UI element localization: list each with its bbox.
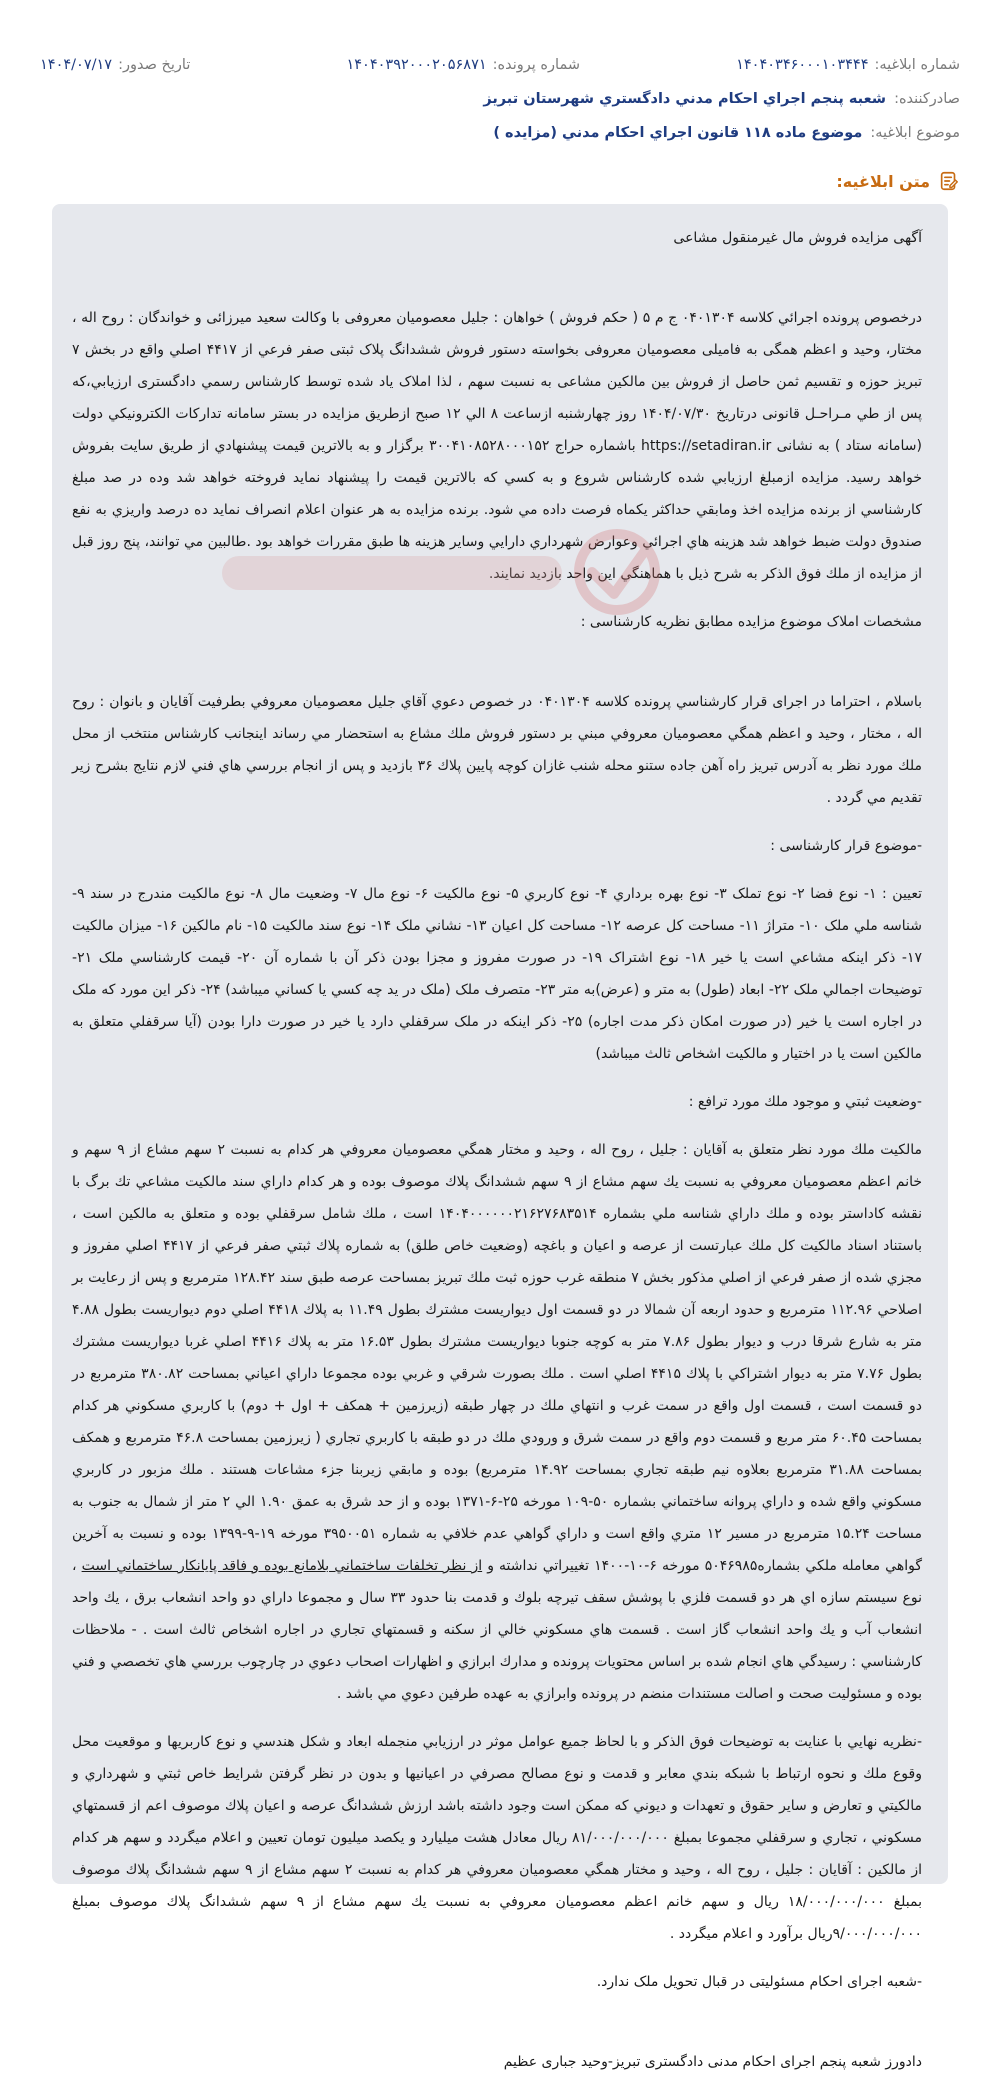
property-status-heading: -وضعیت ثبتي و موجود ملك مورد ترافع : [688, 1094, 922, 1110]
property-status-text-2: ، نوع سيستم سازه اي هر دو قسمت فلزي با پوشش سقف تيرچه بلوك و قدمت بنا حدود ۳۳ سال و مجموعا داراي دو واحد انشعاب برق ، يك واحد انشعاب آب و يك واحد انشعاب گاز است . قسمت هاي مسكوني خالي از سكنه و قسمتهاي تجاري در اجاره اشخاص ثالث است . - ملاحظات كارشناسي : رسيدگي هاي انجام شده بر اساس محتويات پرونده و مدارك ابرازي و اظهارات اصحاب دعوي در چارچوب بررسي هاي تخصصي و فني بوده و مسئوليت صحت و اصالت مستندات منضم در پرونده وابرازي به عهده طرفين دعوي مي باشد . [72, 1558, 922, 1702]
notice-body-panel [52, 204, 948, 2070]
meta-row-numbers [40, 48, 960, 82]
property-status-text-1: مالكيت ملك مورد نظر متعلق به آقايان : جليل ، روح اله ، وحيد و مختار همگي معصوميان معروفي هر كدام به نسبت ۲ سهم مشاع از ۹ سهم و خانم اعظم معصوميان معروفي به نسبت يك سهم مشاع از ۹ سهم ششدانگ پلاك موصوف بوده و هر كدام داراي سند مالكيت مشاعي تك برگ با نقشه كاداستر بوده و ملك داراي شناسه ملي بشماره ۱۴۰۴۰۰۰۰۰۰۲۱۶۲۷۶۸۳۵۱۴ است ، ملك شامل سرقفلي بوده و متعلق به مالكين است ، باستناد اسناد مالكيت كل ملك عبارتست از عرصه و اعيان و باغچه (وضعيت خاص طلق) به شماره پلاك ثبتي صفر فرعي از ۴۴۱۷ اصلي مفروز و مجزي شده از صفر فرعي از اصلي مذكور بخش ۷ منطقه غرب حوزه ثبت ملك تبريز بمساحت عرصه طبق سند ۱۲۸.۴۲ مترمربع و پس از رعايت بر اصلاحي ۱۱۲.۹۶ مترمربع و حدود اربعه آن شمالا در دو قسمت اول ديواريست مشترك بطول ۱۱.۴۹ به پلاك ۴۴۱۸ اصلي دوم ديواريست بطول ۴.۸۸ متر به شارع شرقا درب و ديوار بطول ۷.۸۶ متر به كوچه جنوبا ديواريست مشترك بطول ۱۶.۵۳ متر به پلاك ۴۴۱۶ اصلي غربا ديواريست مشترك بطول ۷.۷۶ متر به ديوار اشتراكي با پلاك ۴۴۱۵ اصلي است . ملك بصورت شرقي و غربي بوده مجموعا داراي اعياني بمساحت ۳۸۰.۸۲ مترمربع در دو قسمت است ، قسمت اول واقع در سمت غرب و انتهاي ملك در چهار طبقه (زيرزمين + همكف + اول + دوم) با كاربري مسكوني هر كدام بمساحت ۶۰.۴۵ متر مربع و قسمت دوم واقع در سمت شرق و ورودي ملك در دو طبقه با كاربري تجاري ( زيرزمين بمساحت ۴۶.۸ مترمربع و همكف بمساحت ۳۱.۸۸ مترمربع بعلاوه نيم طبقه تجاري بمساحت ۱۴.۹۲ مترمربع) بوده و مابقي زيربنا جزء مشاعات هستند . ملك مزبور در كاربري مسكوني واقع شده و داراي پروانه ساختماني بشماره ۵۰-۱۰۹ مورخه ۲۵-۶-۱۳۷۱ بوده و از حد شرق به عمق ۱.۹۰ الي ۲ متر از شمال به جنوب به مساحت ۱۵.۲۴ مترمربع در مسير ۱۲ متري واقع است و داراي گواهي عدم خلافي به شماره ۳۹۵۰۰۵۱ مورخه ۱۹-۹-۱۳۹۹ بوده و نسبت به آخرين گواهي معامله ملكي بشماره۵۰۴۶۹۸۵ مورخه ۶-۱۰-۱۴۰۰ تغييراتي نداشته و [72, 1142, 923, 1574]
auction-title: آگهی مزایده فروش مال غیرمنقول مشاعی [673, 230, 922, 246]
notice-number-label: شماره ابلاغیه: [874, 57, 960, 73]
meta-row-subject [40, 116, 960, 150]
notice-number [736, 57, 960, 73]
notice-metadata [40, 48, 960, 150]
subject-label: موضوع ابلاغیه: [870, 125, 960, 141]
issue-date [40, 57, 190, 73]
issue-date-value: ۱۴۰۴/۰۷/۱۷ [40, 57, 113, 73]
notice-text-heading [836, 170, 960, 192]
subject-value: موضوع ماده ۱۱۸ قانون اجراي احكام مدني (مزايده ) [493, 125, 863, 141]
document-icon [938, 170, 960, 192]
meta-row-issuer [40, 82, 960, 116]
liability-note: -شعبه اجرای احکام مسئولیتی در قبال تحویل ملک ندارد. [596, 1974, 922, 1990]
expert-report-intro: باسلام ، احتراما در اجرای قرار کارشناسي پرونده کلاسه ۰۴۰۱۳۰۴ در خصوص دعوي آقاي جليل معصوميان معروفي بطرفيت آقايان و بانوان : روح اله ، مختار ، وحيد و اعظم همگي معصوميان معروفي مبني بر دستور فروش ملك مشاع به استحضار مي رساند اينجانب كارشناس منتخب از محل ملك مورد نظر به آدرس تبريز راه آهن جاده ستنو محله شنب غازان كوچه پايين پلاك ۳۶ بازديد و پس از انجام بررسي هاي فني لازم نتايج بشرح زير تقديم مي گردد . [72, 694, 922, 806]
specs-heading: مشخصات املاک موضوع مزایده مطابق نظریه کارشناسی : [580, 614, 922, 630]
issuer-value: شعبه پنجم اجراي احكام مدني دادگستري شهرستان تبريز [483, 91, 887, 107]
case-number-label: شماره پرونده: [492, 57, 580, 73]
final-valuation-paragraph: -نظريه نهايي با عنايت به توضيحات فوق الذكر و با لحاظ جميع عوامل موثر در ارزيابي منجمله ابعاد و شكل هندسي و نوع كاربريها و موقعيت محل وقوع ملك و نحوه ارتباط با شبكه بندي معابر و قدمت و نوع مصالح مصرفي در اعيانيها و بدون در نظر گرفتن شرايط خاص ثبتي و شهرداري و مالكيتي و تعارض و ساير حقوق و تعهدات و ديوني كه ممكن است وجود داشته باشد ارزش ششدانگ عرصه و اعيان پلاك موصوف اعم از قسمتهاي مسكوني ، تجاري و سرقفلي مجموعا بمبلغ ۸۱/۰۰۰/۰۰۰/۰۰۰ ريال معادل هشت ميليارد و يكصد ميليون تومان تعيين و اعلام ميگردد و سهم هر كدام از مالكين : آقايان : جليل ، روح اله ، وحيد و مختار همگي معصوميان معروفي هر كدام به نسبت ۲ سهم مشاع از ۹ سهم ششدانگ پلاك موصوف بمبلغ ۱۸/۰۰۰/۰۰۰/۰۰۰ ريال و سهم خانم اعظم معصوميان معروفي به نسبت يك سهم مشاع از ۹ سهم ششدانگ پلاك موصوف بمبلغ ۹/۰۰۰/۰۰۰/۰۰۰ريال برآورد و اعلام ميگردد . [72, 1734, 923, 1942]
notice-number-value: ۱۴۰۴۰۳۴۶۰۰۰۱۰۳۴۴۴ [736, 57, 869, 73]
property-status-paragraph [72, 1134, 922, 1710]
assignment-subject-heading: -موضوع قرار کارشناسی : [770, 838, 922, 854]
notice-text-title: متن ابلاغیه: [836, 171, 930, 191]
assignment-items: تعيين : ۱- نوع فضا ۲- نوع تملک ۳- نوع بهره برداري ۴- نوع کاربري ۵- نوع مالکيت ۶- نوع مال ۷- وضعيت مال ۸- نوع مالکيت مندرج در سند ۹- شناسه ملي ملک ۱۰- متراژ ۱۱- مساحت کل عرصه ۱۲- مساحت کل اعيان ۱۳- نشاني ملک ۱۴- نوع سند مالکيت ۱۵- نام مالکين ۱۶- ميزان مالکيت ۱۷- ذکر اينکه مشاعي است يا خير ۱۸- نوع اشتراک ۱۹- در صورت مفروز و مجزا بودن ذکر آن با شماره آن ۲۰- قيمت کارشناسي ملک ۲۱- توضيحات اجمالي ملک ۲۲- ابعاد (طول) به متر و (عرض)به متر ۲۳- متصرف ملک (ملک در يد چه کسي يا کساني ميباشد) ۲۴- ذکر اين مورد که ملک در اجاره است يا خير (در صورت امکان ذکر مدت اجاره) ۲۵- ذکر اينکه در ملک سرقفلي دارد يا خير در صورت دارا بودن (آيا سرقفلي متعلق به مالکين است يا در اختيار و مالکيت اشخاص ثالث ميباشد) [72, 886, 923, 1062]
signature-line: دادورز شعبه پنجم اجرای احکام مدنی دادگستری تبریز-وحید جباری عظیم [503, 2054, 922, 2070]
case-number-value: ۱۴۰۴۰۳۹۲۰۰۰۲۰۵۶۸۷۱ [346, 57, 487, 73]
auction-paragraph-main: درخصوص پرونده اجرائي كلاسه ۰۴۰۱۳۰۴ ج م ۵ ( حکم فروش ) خواهان : جلیل معصومیان معروفی با وکالت سعید میرزائی و خواندگان : روح اله ، مختار، وحید و اعظم همگی به فامیلی معصومیان معروفی بخواسته دستور فروش ششدانگ پلاک ثبتی صفر فرعي از ۴۴۱۷ اصلي واقع در بخش ۷ تبريز حوزه و تقسیم ثمن حاصل از فروش بین مالکین مشاعی به نسبت سهم ، لذا املاک یاد شده توسط كارشناس رسمي دادگستری ارزيابي،كه پس از طي مـراحـل قانونی درتاريخ ۱۴۰۴/۰۷/۳۰ روز چهارشنبه ازساعت ۸ الي ۱۲ صبح ازطريق مزايده در بستر سامانه تداركات الكترونيكي دولت (سامانه ستاد ) به نشانی https://setadiran.ir باشماره حراج ۳۰۰۴۱۰۸۵۲۸۰۰۰۱۵۲ برگزار و به بالاترين قيمت پيشنهادي از طريق سايت بفروش خواهد رسيد. مزایده ازمبلغ ارزيابي شده كارشناس شروع و به كسي كه بالاترين قيمت را پيشنهاد نمايد فروخته خواهد شد وده در صد مبلغ كارشناسي از برنده مزايده اخذ ومابقي حداكثر يكماه فرصت داده مي شود. برنده مزايده به هر عنوان اعلام انصراف نمايد ده درصد واريزي به نفع صندوق دولت ضبط خواهد شد هزينه هاي اجرائي وعوارض شهرداري دارايي وساير هزينه ها طبق مقررات خواهد بود .طالبين مي توانند، پنج روز قبل از مزايده از ملك فوق الذكر به شرح ذيل با هماهنگي اين واحد بازديد نمايند. [72, 310, 923, 582]
issue-date-label: تاریخ صدور: [118, 57, 191, 73]
issuer-label: صادرکننده: [894, 91, 960, 107]
building-violations-note: از نظر تخلفات ساختماني بلامانع بوده و فاقد پايانكار ساختماني است [81, 1558, 483, 1574]
case-number [346, 57, 580, 73]
